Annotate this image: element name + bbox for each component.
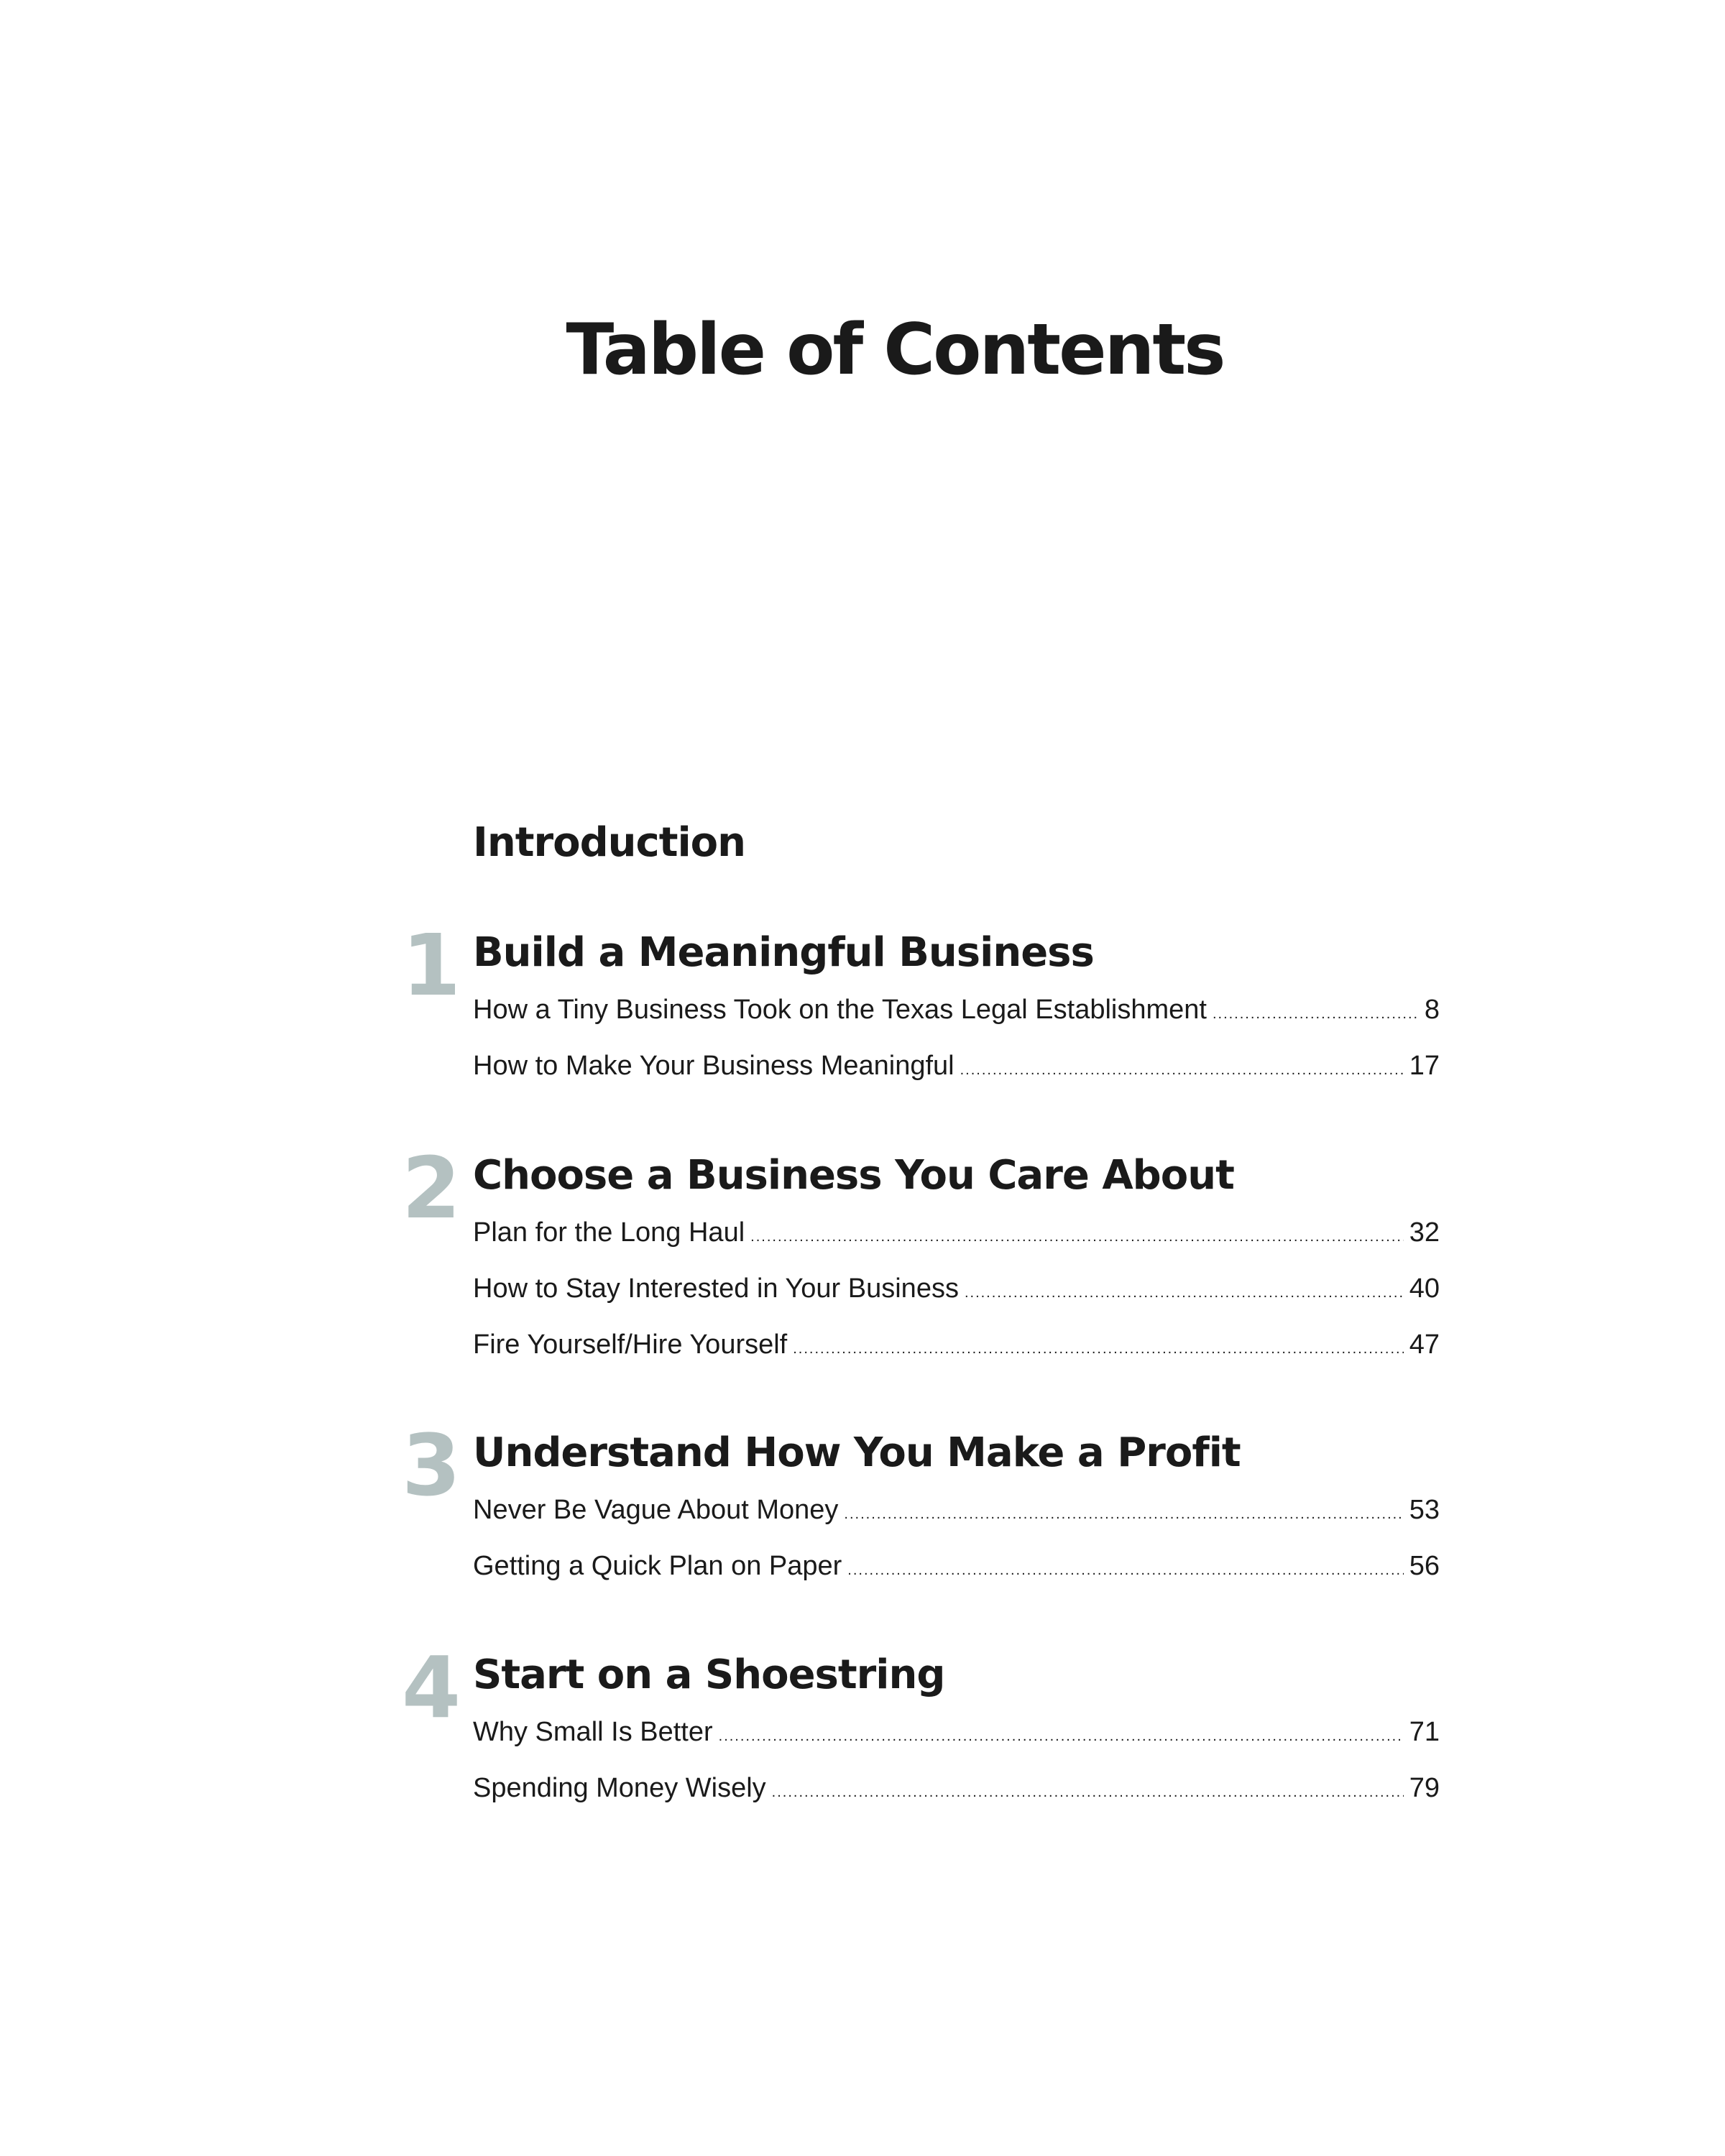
chapter-number: 3 [401, 1416, 461, 1515]
page-title: Table of Contents [566, 309, 1224, 391]
toc-entry-label: Fire Yourself/Hire Yourself [473, 1330, 788, 1360]
toc-entry-label: Getting a Quick Plan on Paper [473, 1551, 842, 1581]
chapter-title: Choose a Business You Care About [473, 1152, 1234, 1199]
toc-entry[interactable] [473, 995, 1440, 1051]
toc-entry-label: Plan for the Long Haul [473, 1217, 745, 1248]
toc-entry[interactable] [473, 1051, 1440, 1107]
toc-entry-label: How to Make Your Business Meaningful [473, 1051, 954, 1081]
introduction-heading: Introduction [473, 819, 746, 866]
dot-leader [847, 1562, 1403, 1579]
chapter-entries [473, 995, 1440, 1107]
chapter-entries [473, 1217, 1440, 1386]
toc-entry-label: How a Tiny Business Took on the Texas Legal Establishment [473, 995, 1207, 1025]
chapter-title: Build a Meaningful Business [473, 929, 1094, 976]
toc-entry-label: Never Be Vague About Money [473, 1495, 839, 1525]
chapter-title: Understand How You Make a Profit [473, 1429, 1241, 1476]
chapter-number: 2 [401, 1138, 461, 1238]
toc-entry-label: Why Small Is Better [473, 1717, 713, 1747]
chapter-number: 1 [401, 916, 461, 1015]
dot-leader [719, 1728, 1404, 1745]
toc-entry-page: 8 [1424, 995, 1440, 1025]
toc-entry-page: 40 [1409, 1273, 1440, 1304]
toc-entry-page: 17 [1409, 1051, 1440, 1081]
dot-leader [772, 1784, 1404, 1801]
toc-entry[interactable] [473, 1330, 1440, 1386]
dot-leader [1213, 1006, 1419, 1023]
dot-leader [965, 1285, 1404, 1302]
toc-entry-page: 53 [1409, 1495, 1440, 1525]
toc-entry-page: 71 [1409, 1717, 1440, 1747]
dot-leader [844, 1506, 1403, 1523]
toc-entry[interactable] [473, 1717, 1440, 1773]
dot-leader [960, 1062, 1404, 1079]
toc-entry-page: 79 [1409, 1773, 1440, 1803]
dot-leader [793, 1341, 1403, 1358]
toc-entry[interactable] [473, 1217, 1440, 1273]
chapter-number: 4 [401, 1638, 461, 1737]
toc-entry-page: 32 [1409, 1217, 1440, 1248]
chapter-entries [473, 1495, 1440, 1607]
chapter-title: Start on a Shoestring [473, 1651, 945, 1698]
dot-leader [750, 1229, 1404, 1245]
toc-entry-page: 47 [1409, 1330, 1440, 1360]
chapter-entries [473, 1717, 1440, 1829]
toc-entry[interactable] [473, 1273, 1440, 1330]
toc-entry[interactable] [473, 1773, 1440, 1829]
toc-entry-label: Spending Money Wisely [473, 1773, 766, 1803]
toc-entry[interactable] [473, 1551, 1440, 1607]
toc-entry[interactable] [473, 1495, 1440, 1551]
toc-entry-label: How to Stay Interested in Your Business [473, 1273, 959, 1304]
toc-entry-page: 56 [1409, 1551, 1440, 1581]
